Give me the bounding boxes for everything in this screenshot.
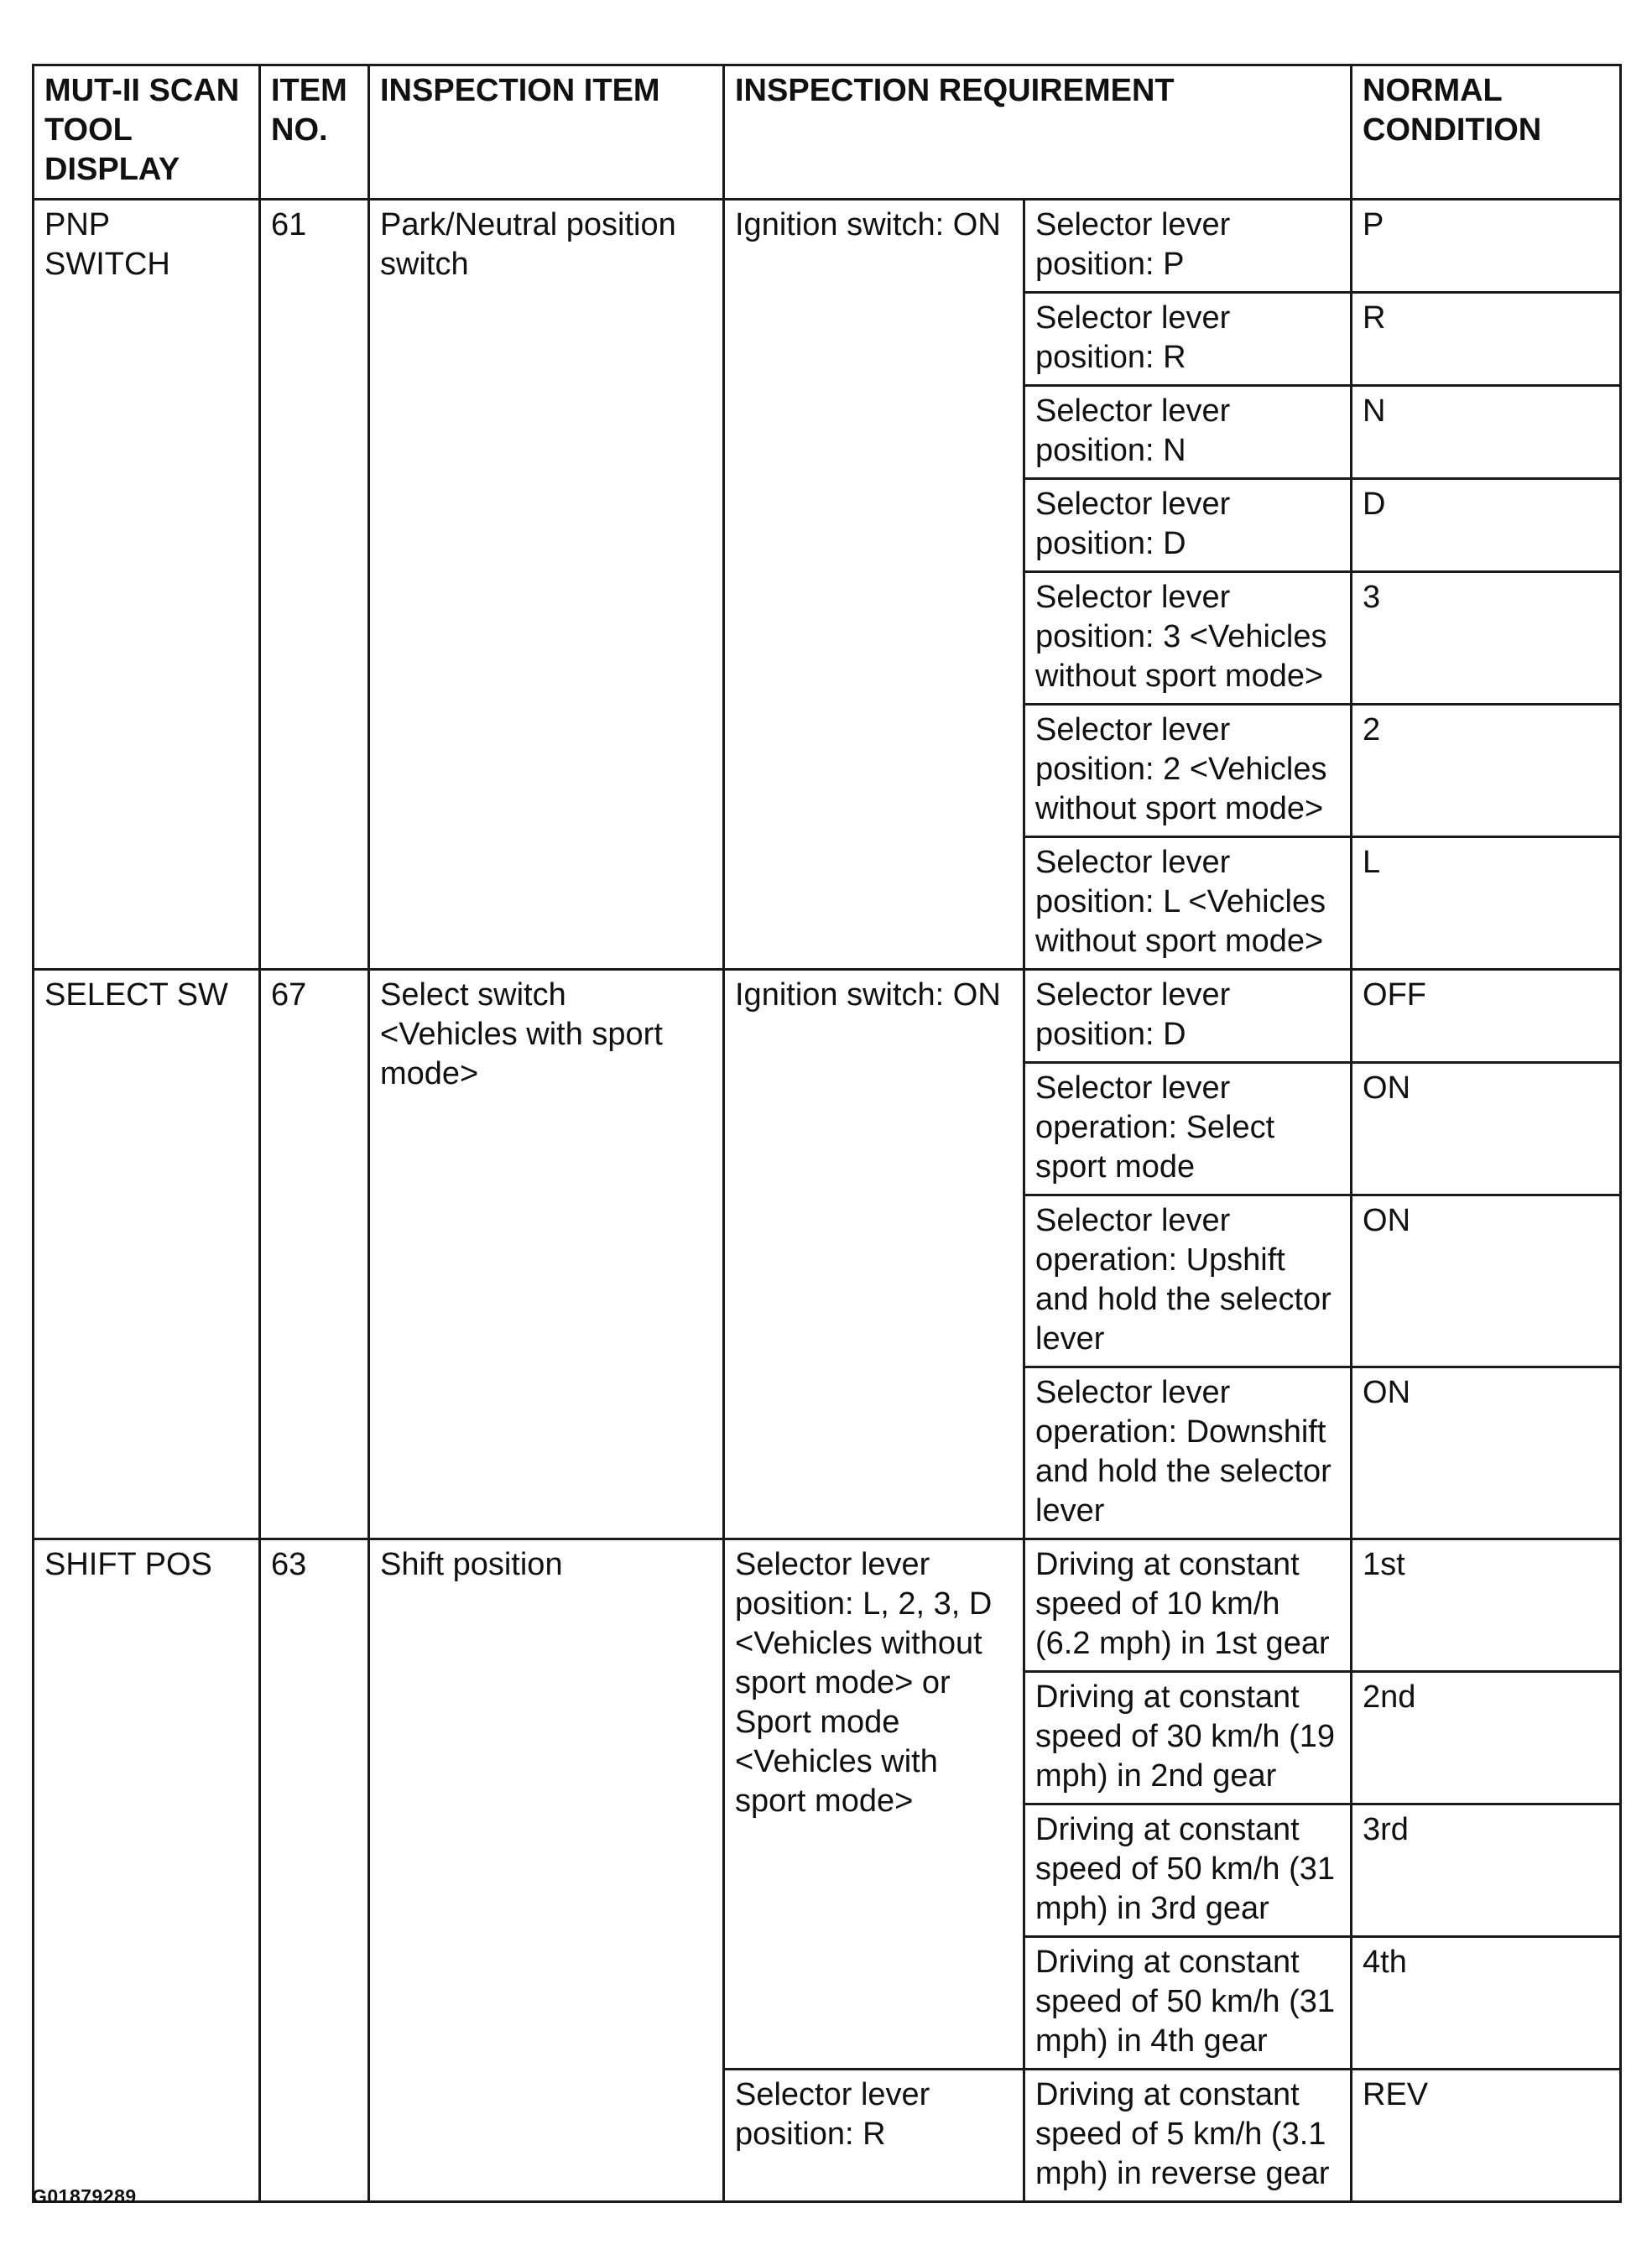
cell-normal-condition: N [1352, 386, 1621, 479]
cell-item-no: 61 [260, 200, 369, 970]
header-row [34, 65, 1621, 200]
cell-normal-condition: R [1352, 293, 1621, 386]
cell-display: PNP SWITCH [34, 200, 260, 970]
cell-requirement: Driving at constant speed of 10 km/h (6.2 mph) in 1st gear [1024, 1539, 1352, 1672]
cell-requirement: Driving at constant speed of 30 km/h (19 mph) in 2nd gear [1024, 1672, 1352, 1804]
cell-normal-condition: L [1352, 837, 1621, 970]
header-inspection-item: INSPECTION ITEM [369, 65, 724, 200]
cell-requirement: Driving at constant speed of 50 km/h (31 mph) in 4th gear [1024, 1937, 1352, 2070]
figure-id: G01879289 [32, 2185, 137, 2207]
cell-normal-condition: 2nd [1352, 1672, 1621, 1804]
cell-inspection-item: Park/Neutral position switch [369, 200, 724, 970]
cell-normal-condition: 4th [1352, 1937, 1621, 2070]
cell-normal-condition: OFF [1352, 970, 1621, 1063]
cell-requirement: Selector lever position: D [1024, 970, 1352, 1063]
cell-normal-condition: 2 [1352, 705, 1621, 837]
cell-normal-condition: D [1352, 479, 1621, 572]
cell-normal-condition: ON [1352, 1367, 1621, 1539]
cell-requirement: Selector lever position: P [1024, 200, 1352, 293]
cell-requirement: Driving at constant speed of 50 km/h (31 mph) in 3rd gear [1024, 1804, 1352, 1937]
cell-display: SELECT SW [34, 970, 260, 1539]
cell-requirement: Selector lever operation: Upshift and hold the selector lever [1024, 1195, 1352, 1367]
cell-item-no: 63 [260, 1539, 369, 2202]
cell-normal-condition: 3 [1352, 572, 1621, 705]
cell-display: SHIFT POS [34, 1539, 260, 2202]
cell-requirement: Driving at constant speed of 5 km/h (3.1 mph) in reverse gear [1024, 2070, 1352, 2202]
cell-normal-condition: REV [1352, 2070, 1621, 2202]
cell-requirement: Selector lever operation: Select sport mode [1024, 1063, 1352, 1195]
header-requirement: INSPECTION REQUIREMENT [724, 65, 1352, 200]
cell-item-no: 67 [260, 970, 369, 1539]
cell-condition: Selector lever position: L, 2, 3, D <Vehicles without sport mode> or Sport mode <Vehicles with sport mode> [724, 1539, 1024, 2070]
cell-requirement: Selector lever position: D [1024, 479, 1352, 572]
table-row [34, 200, 1621, 293]
header-item-no: ITEM NO. [260, 65, 369, 200]
cell-normal-condition: 3rd [1352, 1804, 1621, 1937]
header-display: MUT-II SCAN TOOL DISPLAY [34, 65, 260, 200]
cell-requirement: Selector lever position: L <Vehicles without sport mode> [1024, 837, 1352, 970]
cell-normal-condition: ON [1352, 1195, 1621, 1367]
cell-normal-condition: 1st [1352, 1539, 1621, 1672]
header-normal-condition: NORMAL CONDITION [1352, 65, 1621, 200]
table-row [34, 1539, 1621, 1672]
cell-requirement: Selector lever operation: Downshift and hold the selector lever [1024, 1367, 1352, 1539]
cell-inspection-item: Shift position [369, 1539, 724, 2202]
cell-condition: Ignition switch: ON [724, 970, 1024, 1539]
cell-requirement: Selector lever position: N [1024, 386, 1352, 479]
cell-condition: Selector lever position: R [724, 2070, 1024, 2202]
table-row [34, 970, 1621, 1063]
inspection-table [32, 64, 1622, 2203]
cell-normal-condition: P [1352, 200, 1621, 293]
cell-requirement: Selector lever position: 3 <Vehicles without sport mode> [1024, 572, 1352, 705]
cell-condition: Ignition switch: ON [724, 200, 1024, 970]
cell-normal-condition: ON [1352, 1063, 1621, 1195]
cell-requirement: Selector lever position: R [1024, 293, 1352, 386]
cell-inspection-item: Select switch <Vehicles with sport mode> [369, 970, 724, 1539]
cell-requirement: Selector lever position: 2 <Vehicles without sport mode> [1024, 705, 1352, 837]
table-body [34, 200, 1621, 2202]
